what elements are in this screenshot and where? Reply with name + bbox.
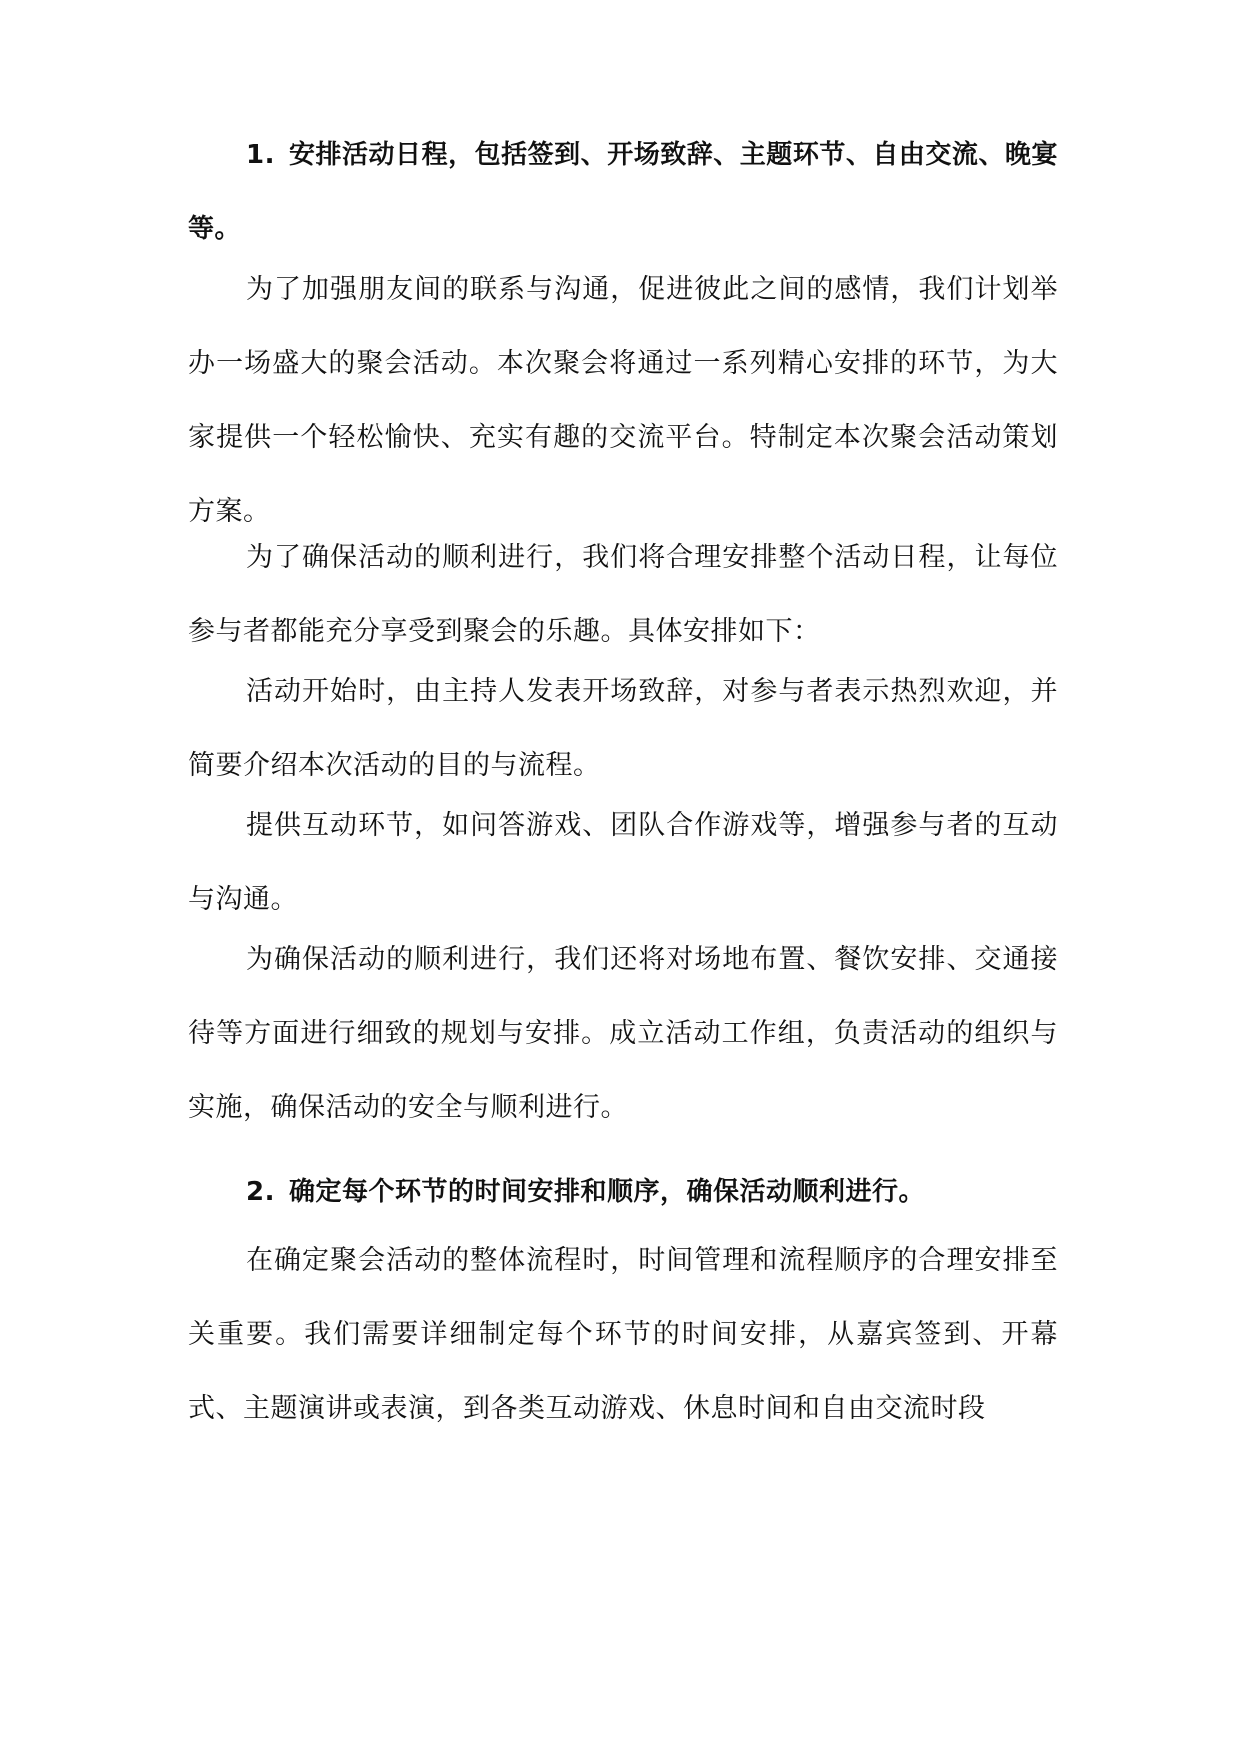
section-1-paragraph-5: 为确保活动的顺利进行，我们还将对场地布置、餐饮安排、交通接待等方面进行细致的规划与安排。成立活动工作组，负责活动的组织与实施，确保活动的安全与顺利进行。 [188, 944, 1058, 1123]
section-2-number: 2. [246, 1177, 275, 1207]
section-2-heading-text: 确定每个环节的时间安排和顺序，确保活动顺利进行。 [288, 1177, 925, 1207]
section-2-paragraph-1: 在确定聚会活动的整体流程时，时间管理和流程顺序的合理安排至关重要。我们需要详细制定每个环节的时间安排，从嘉宾签到、开幕式、主题演讲或表演，到各类互动游戏、休息时间和自由交流时段 [188, 1245, 1058, 1424]
section-1-paragraph-4: 提供互动环节，如问答游戏、团队合作游戏等，增强参与者的互动与沟通。 [188, 810, 1058, 915]
section-1-paragraph-2: 为了确保活动的顺利进行，我们将合理安排整个活动日程，让每位参与者都能充分享受到聚会的乐趣。具体安排如下： [188, 542, 1058, 647]
section-2-heading [188, 1155, 1058, 1229]
section-1-paragraph-1: 为了加强朋友间的联系与沟通，促进彼此之间的感情，我们计划举办一场盛大的聚会活动。本次聚会将通过一系列精心安排的环节，为大家提供一个轻松愉快、充实有趣的交流平台。特制定本次聚会活动策划方案。 [188, 274, 1058, 527]
section-1-paragraph-3: 活动开始时，由主持人发表开场致辞，对参与者表示热烈欢迎，并简要介绍本次活动的目的与流程。 [188, 676, 1058, 781]
section-1-heading-text: 安排活动日程，包括签到、开场致辞、主题环节、自由交流、晚宴等。 [188, 140, 1058, 244]
section-1-number: 1. [246, 140, 275, 170]
section-1-heading [188, 118, 1058, 266]
